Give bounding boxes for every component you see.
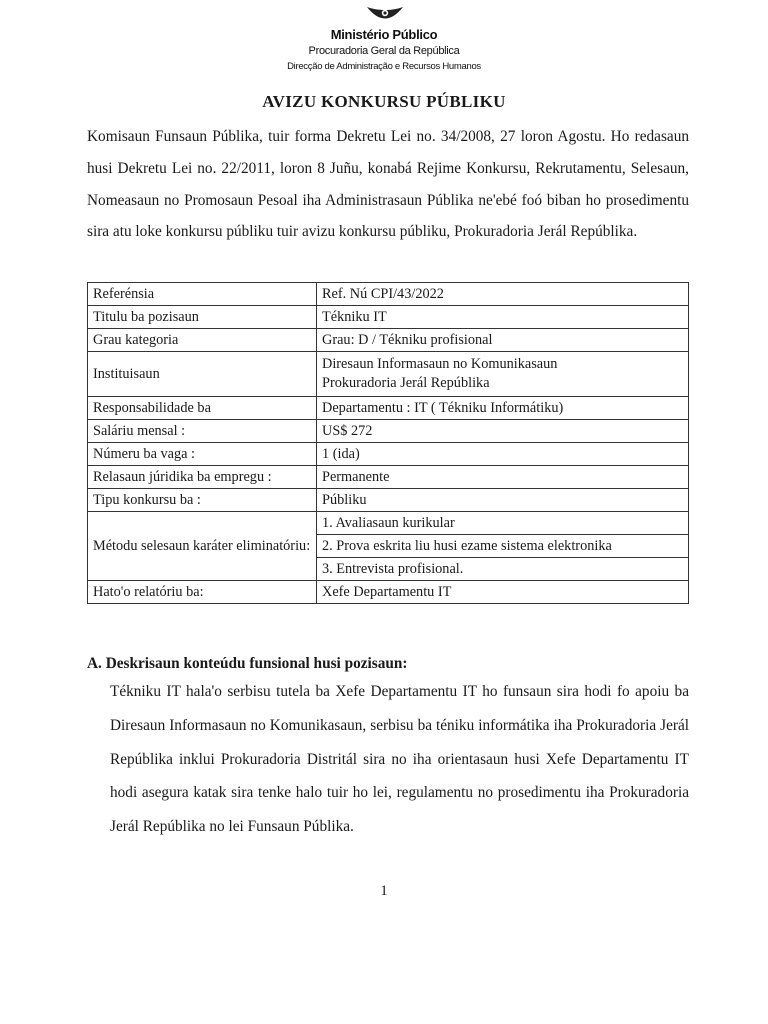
intro-paragraph: Komisaun Funsaun Públika, tuir forma Dekretu Lei no. 34/2008, 27 loron Agostu. Ho redasaun husi Dekretu Lei no. 22/2011, loron 8 Juñu, konabá Rejime Konkursu, Rekrutamentu, Selesaun, Nomeasaun no Promosaun Pesoal iha Administrasaun Públika ne'ebé foó biban ho prosedimentu sira atu loke konkursu públiku tuir avizu konkursu públiku, Prokuradoria Jerál Repúblika. (87, 128, 689, 241)
ministry-emblem-icon (365, 4, 405, 26)
grade-value: Grau: D / Tékniku profisional (317, 329, 689, 352)
table-row (88, 283, 689, 306)
method-item-1: 1. Avaliasaun kurikular (317, 512, 689, 535)
report-value: Xefe Departamentu IT (317, 581, 689, 604)
header-office: Procuradoria Geral da República (308, 45, 460, 57)
grade-label: Grau kategoria (88, 329, 317, 352)
section-a-body: Tékniku IT hala'o serbisu tutela ba Xefe Departamentu IT ho funsaun sira hodi fo apoiu ba Diresaun Informasaun no Komunikasaun, serbisu ba téniku informátika iha Prokuradoria Jerál Repúblika inklui Prokuradoria Distritál sira no iha orientasaun husi Xefe Departamentu IT hodi asegura katak sira tenke halo tuir ho lei, regulamentu no prosedimentu iha Prokuradoria Jerál Repúblika no lei Funsaun Públika. (110, 683, 689, 836)
method-label: Métodu selesaun karáter eliminatóriu: (88, 512, 317, 581)
table-row (88, 420, 689, 443)
contest-label: Tipu konkursu ba : (88, 489, 317, 512)
position-label: Titulu ba pozisaun (88, 306, 317, 329)
table-row (88, 512, 689, 535)
institution-line-2: Prokuradoria Jerál Repúblika (322, 375, 490, 391)
contest-value: Públiku (317, 489, 689, 512)
table-row (88, 397, 689, 420)
vacancies-value: 1 (ida) (317, 443, 689, 466)
position-value: Tékniku IT (317, 306, 689, 329)
section-a-title: A. Deskrisaun konteúdu funsional husi pozisaun: (87, 655, 408, 672)
table-row (88, 581, 689, 604)
method-item-2: 2. Prova eskrita liu husi ezame sistema elektronika (317, 535, 689, 558)
header-directorate: Direcção de Administração e Recursos Humanos (287, 61, 481, 72)
table-row (88, 352, 689, 397)
responsibility-label: Responsabilidade ba (88, 397, 317, 420)
reference-value: Ref. Nú CPI/43/2022 (317, 283, 689, 306)
responsibility-value: Departamentu : IT ( Tékniku Informátiku) (317, 397, 689, 420)
document-title: AVIZU KONKURSU PÚBLIKU (262, 92, 506, 111)
table-row (88, 443, 689, 466)
employment-label: Relasaun júridika ba empregu : (88, 466, 317, 489)
table-row (88, 489, 689, 512)
table-row (88, 329, 689, 352)
header-ministry: Ministério Público (330, 27, 438, 42)
table-row (88, 466, 689, 489)
page-number: 1 (380, 883, 388, 899)
table-row (88, 306, 689, 329)
institution-label: Instituisaun (88, 352, 317, 397)
vacancy-details-table (87, 282, 689, 604)
institution-line-1: Diresaun Informasaun no Komunikasaun (322, 356, 558, 372)
employment-value: Permanente (317, 466, 689, 489)
method-item-3: 3. Entrevista profisional. (317, 558, 689, 581)
reference-label: Referénsia (88, 283, 317, 306)
vacancies-label: Númeru ba vaga : (88, 443, 317, 466)
institution-value (317, 352, 689, 397)
report-label: Hato'o relatóriu ba: (88, 581, 317, 604)
salary-value: US$ 272 (317, 420, 689, 443)
salary-label: Saláriu mensal : (88, 420, 317, 443)
